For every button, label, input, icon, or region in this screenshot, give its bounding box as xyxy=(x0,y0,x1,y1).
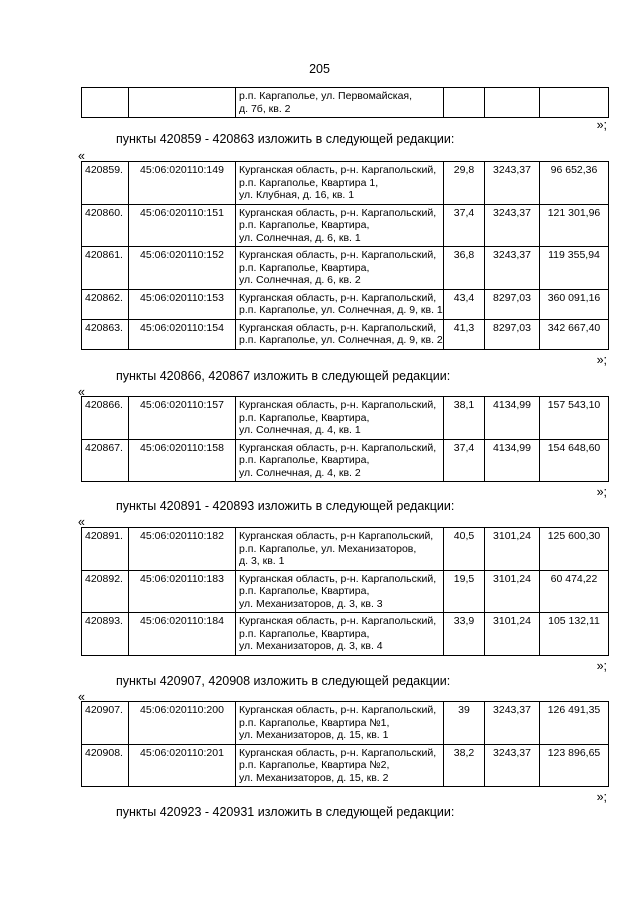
address-line: р.п. Каргаполье, Квартира, xyxy=(239,261,370,274)
cell-cadastral: 45:06:020110:149 xyxy=(129,162,236,205)
final-instruction: пункты 420923 - 420931 изложить в следующей редакции: xyxy=(116,805,455,819)
address-line: Курганская область, р-н. Каргапольский, xyxy=(239,615,437,627)
cell-area xyxy=(444,88,485,118)
cell-number: 420866. xyxy=(82,397,129,440)
address-line: Курганская область, р-н. Каргапольский, xyxy=(239,399,437,411)
table-row xyxy=(82,88,609,118)
cell-number: 420892. xyxy=(82,570,129,613)
cell-area: 39 xyxy=(444,702,485,745)
cell-price: 3243,37 xyxy=(485,204,540,247)
cell-price: 3243,37 xyxy=(485,702,540,745)
cell-price: 4134,99 xyxy=(485,397,540,440)
cell-number: 420863. xyxy=(82,319,129,349)
open-quote: « xyxy=(78,690,85,704)
cell-price: 4134,99 xyxy=(485,439,540,482)
address-line: р.п. Каргаполье, Квартира, xyxy=(239,219,370,231)
cell-address xyxy=(236,744,444,787)
close-quote: »; xyxy=(596,485,607,499)
cell-area: 41,3 xyxy=(444,319,485,349)
cell-cadastral: 45:06:020110:154 xyxy=(129,319,236,349)
cell-number: 420907. xyxy=(82,702,129,745)
cell-area: 38,1 xyxy=(444,397,485,440)
cell-price: 3243,37 xyxy=(485,162,540,205)
cell-cadastral: 45:06:020110:184 xyxy=(129,613,236,656)
table-row xyxy=(82,613,609,656)
address-line: Курганская область, р-н. Каргапольский, xyxy=(239,249,437,261)
cell-cost: 60 474,22 xyxy=(540,570,609,613)
address-line: ул. Клубная, д. 16, кв. 1 xyxy=(239,189,355,201)
cell-number: 420861. xyxy=(82,247,129,290)
open-quote: « xyxy=(78,385,85,399)
cell-cost xyxy=(540,88,609,118)
address-line: р.п. Каргаполье, Квартира, xyxy=(239,411,370,424)
table-row xyxy=(82,397,609,440)
address-line: д. 7б, кв. 2 xyxy=(239,102,291,115)
cell-cost: 157 543,10 xyxy=(540,397,609,440)
table-row xyxy=(82,570,609,613)
cell-number: 420891. xyxy=(82,528,129,571)
section-instruction: пункты 420859 - 420863 изложить в следующей редакции: xyxy=(116,132,455,146)
cell-price: 3101,24 xyxy=(485,613,540,656)
cell-address xyxy=(236,570,444,613)
address-line: Курганская область, р-н. Каргапольский, xyxy=(239,441,437,454)
table-row xyxy=(82,162,609,205)
table-row xyxy=(82,744,609,787)
cell-address xyxy=(236,613,444,656)
section-instruction: пункты 420866, 420867 изложить в следующей редакции: xyxy=(116,369,451,383)
address-line: Курганская область, р-н. Каргапольский, xyxy=(239,291,437,304)
cell-address xyxy=(236,319,444,349)
cell-number: 420893. xyxy=(82,613,129,656)
table-section-3 xyxy=(81,527,609,656)
cell-cadastral xyxy=(129,88,236,118)
table-row xyxy=(82,289,609,319)
cell-address xyxy=(236,88,444,118)
cell-cost: 125 600,30 xyxy=(540,528,609,571)
address-line: ул. Солнечная, д. 6, кв. 1 xyxy=(239,231,361,244)
table-section-4 xyxy=(81,701,609,787)
table-section-2 xyxy=(81,396,609,482)
address-line: р.п. Каргаполье, Квартира, xyxy=(239,454,370,466)
table-row xyxy=(82,528,609,571)
cell-cadastral: 45:06:020110:200 xyxy=(129,702,236,745)
cell-area: 38,2 xyxy=(444,744,485,787)
cell-cadastral: 45:06:020110:158 xyxy=(129,439,236,482)
address-line: р.п. Каргаполье, ул. Первомайская, xyxy=(239,90,413,102)
cell-address xyxy=(236,397,444,440)
address-line: Курганская область, р-н. Каргапольский, xyxy=(239,746,437,759)
cell-cost: 360 091,16 xyxy=(540,289,609,319)
cell-price: 3243,37 xyxy=(485,744,540,787)
cell-cost: 105 132,11 xyxy=(540,613,609,656)
cell-address xyxy=(236,162,444,205)
close-quote: »; xyxy=(596,790,607,804)
cell-price xyxy=(485,88,540,118)
cell-address xyxy=(236,289,444,319)
section-instruction: пункты 420907, 420908 изложить в следующей редакции: xyxy=(116,674,451,688)
cell-price: 8297,03 xyxy=(485,289,540,319)
cell-price: 3243,37 xyxy=(485,247,540,290)
cell-address xyxy=(236,528,444,571)
cell-address xyxy=(236,247,444,290)
address-line: р.п. Каргаполье, ул. Солнечная, д. 9, кв. 2 xyxy=(239,334,443,346)
address-line: ул. Механизаторов, д. 15, кв. 1 xyxy=(239,729,389,741)
cell-cost: 119 355,94 xyxy=(540,247,609,290)
address-line: р.п. Каргаполье, ул. Механизаторов, xyxy=(239,542,417,555)
address-line: ул. Механизаторов, д. 15, кв. 2 xyxy=(239,771,389,784)
cell-cost: 123 896,65 xyxy=(540,744,609,787)
cell-area: 40,5 xyxy=(444,528,485,571)
cell-area: 37,4 xyxy=(444,204,485,247)
cell-number: 420860. xyxy=(82,204,129,247)
address-line: р.п. Каргаполье, Квартира №1, xyxy=(239,716,390,729)
cell-area: 29,8 xyxy=(444,162,485,205)
cell-area: 43,4 xyxy=(444,289,485,319)
open-quote: « xyxy=(78,515,85,529)
cell-cost: 154 648,60 xyxy=(540,439,609,482)
cell-cadastral: 45:06:020110:153 xyxy=(129,289,236,319)
cell-number: 420862. xyxy=(82,289,129,319)
table-row xyxy=(82,319,609,349)
address-line: р.п. Каргаполье, ул. Солнечная, д. 9, кв. 1 xyxy=(239,304,443,316)
cell-cadastral: 45:06:020110:201 xyxy=(129,744,236,787)
cell-area: 36,8 xyxy=(444,247,485,290)
cell-price: 3101,24 xyxy=(485,570,540,613)
cell-number: 420859. xyxy=(82,162,129,205)
table-row xyxy=(82,702,609,745)
table-section-1 xyxy=(81,161,609,350)
cell-price: 3101,24 xyxy=(485,528,540,571)
address-line: ул. Солнечная, д. 4, кв. 2 xyxy=(239,466,361,479)
cell-cadastral: 45:06:020110:183 xyxy=(129,570,236,613)
address-line: Курганская область, р-н. Каргапольский, xyxy=(239,704,437,716)
address-line: д. 3, кв. 1 xyxy=(239,555,285,567)
cell-cost: 342 667,40 xyxy=(540,319,609,349)
address-line: ул. Солнечная, д. 6, кв. 2 xyxy=(239,274,361,286)
address-line: Курганская область, р-н. Каргапольский, xyxy=(239,206,437,219)
address-line: Курганская область, р-н. Каргапольский, xyxy=(239,321,437,334)
cell-cadastral: 45:06:020110:157 xyxy=(129,397,236,440)
address-line: ул. Механизаторов, д. 3, кв. 4 xyxy=(239,640,383,652)
address-line: р.п. Каргаполье, Квартира №2, xyxy=(239,759,390,771)
cell-address xyxy=(236,204,444,247)
table-continuation xyxy=(81,87,609,118)
close-quote: »; xyxy=(596,659,607,673)
cell-area: 19,5 xyxy=(444,570,485,613)
address-line: р.п. Каргаполье, Квартира, xyxy=(239,585,370,597)
table-row xyxy=(82,247,609,290)
cell-cadastral: 45:06:020110:152 xyxy=(129,247,236,290)
close-quote: »; xyxy=(596,118,607,132)
cell-number: 420908. xyxy=(82,744,129,787)
address-line: р.п. Каргаполье, Квартира, xyxy=(239,627,370,640)
cell-cost: 126 491,35 xyxy=(540,702,609,745)
table-row xyxy=(82,204,609,247)
cell-cadastral: 45:06:020110:151 xyxy=(129,204,236,247)
address-line: р.п. Каргаполье, Квартира 1, xyxy=(239,176,379,189)
address-line: ул. Солнечная, д. 4, кв. 1 xyxy=(239,424,361,436)
address-line: Курганская область, р-н. Каргапольский, xyxy=(239,572,437,585)
address-line: Курганская область, р-н Каргапольский, xyxy=(239,530,434,542)
cell-price: 8297,03 xyxy=(485,319,540,349)
cell-number: 420867. xyxy=(82,439,129,482)
close-quote: »; xyxy=(596,353,607,367)
section-instruction: пункты 420891 - 420893 изложить в следующей редакции: xyxy=(116,499,455,513)
cell-area: 33,9 xyxy=(444,613,485,656)
page-number: 205 xyxy=(309,62,330,76)
cell-cost: 96 652,36 xyxy=(540,162,609,205)
cell-address xyxy=(236,702,444,745)
open-quote: « xyxy=(78,149,85,163)
cell-cost: 121 301,96 xyxy=(540,204,609,247)
cell-number xyxy=(82,88,129,118)
address-line: ул. Механизаторов, д. 3, кв. 3 xyxy=(239,597,383,610)
cell-area: 37,4 xyxy=(444,439,485,482)
address-line: Курганская область, р-н. Каргапольский, xyxy=(239,164,437,176)
cell-cadastral: 45:06:020110:182 xyxy=(129,528,236,571)
cell-address xyxy=(236,439,444,482)
table-row xyxy=(82,439,609,482)
